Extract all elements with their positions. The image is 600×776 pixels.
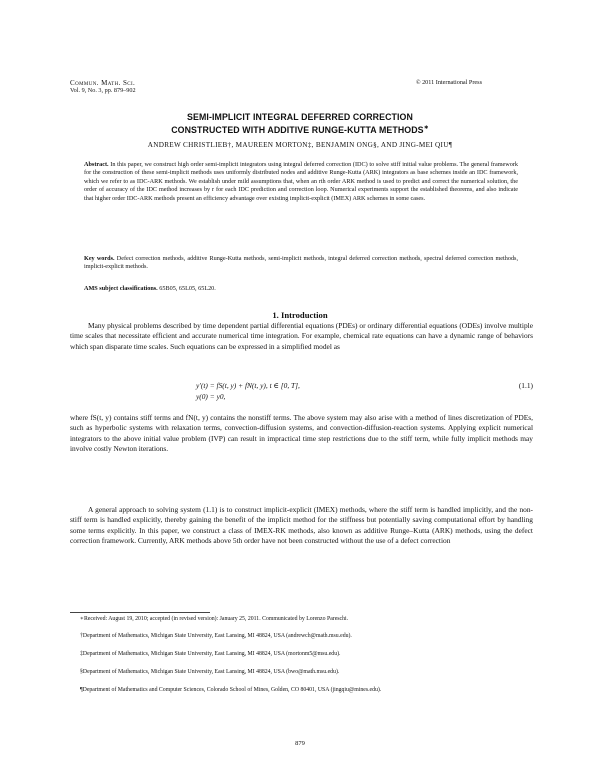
section-heading: 1. Introduction [272,310,328,320]
footnote-ong: §Department of Mathematics, Michigan State University, East Lansing, MI 48824, USA (bwo@math.msu.edu). [80,669,340,675]
footnote-divider [70,612,210,613]
journal-name: Commun. Math. Sci. [70,79,136,87]
intro-paragraph-3: A general approach to solving system (1.1) is to construct implicit-explicit (IMEX) methods, where the stiff term is handled implicitly, and the non-stiff term is handled explicitly, thereby gaining the benefit of the implicit method for the stiffness but potentially saving computational effort by handling some terms explicitly. In this paper, we construct a class of IMEX-RK methods, also known as additive Runge–Kutta (ARK) methods, using the defect correction framework. Currently, ARK methods above 5th order have not been constructed without the use of a defect correction [70,505,533,545]
footnote-qiu: ¶Department of Mathematics and Computer Sciences, Colorado School of Mines, Golden, CO 80401, USA (jingqiu@mines.edu). [80,687,382,693]
journal-header [70,79,136,95]
paper-title [70,112,530,136]
ams-text: 65B05, 65L05, 65L20. [159,285,216,292]
ams-label: AMS subject classifications. [84,285,158,292]
equation-number: (1.1) [518,381,533,390]
abstract-text: In this paper, we construct high order semi-implicit integrators using integral deferred correction (IDC) to solve stiff initial value problems. The general framework for the construction of these semi-implicit methods uses uniformly distributed nodes and additive Runge-Kutta (ARK) integrators as base schemes inside an IDC framework, which we refer to as IDC-ARK methods. We establish under mild assumptions that, when an rth order ARK method is used to predict and correct the numerical solution, the order of accuracy of the IDC method increases by r for each IDC prediction and correction loop. Numerical experiments support the established theorems, and also indicate that higher order IDC-ARK methods present an efficiency advantage over existing implicit-explicit (IMEX) ARK schemes in some cases. [84,161,518,202]
keywords-label: Key words. [84,255,115,262]
equation-line-2: y(0) = y0, [196,391,226,401]
title-line-2: CONSTRUCTED WITH ADDITIVE RUNGE-KUTTA METHODS [171,124,424,135]
footnote-morton: ‡Department of Mathematics, Michigan State University, East Lansing, MI 48824, USA (mortonm5@msu.edu). [80,651,341,657]
ams-classification [84,285,518,292]
equation-line-1: y′(t) = fS(t, y) + fN(t, y), t ∈ [0, T], [196,381,300,390]
footnote-christlieb: †Department of Mathematics, Michigan State University, East Lansing, MI 48824, USA (andrewch@math.msu.edu). [80,633,352,639]
page-number: 879 [295,740,305,747]
keywords-text: Defect correction methods, additive Runge-Kutta methods, semi-implicit methods, integral deferred correction methods, spectral deferred correction methods, implicit-explicit methods. [84,255,519,271]
title-line-1: SEMI-IMPLICIT INTEGRAL DEFERRED CORRECTION [187,112,413,122]
footnote-received: ∗Received: August 19, 2010; accepted (in revised version): January 25, 2011. Communicated by Lorenzo Pareschi. [80,616,349,622]
author-list: ANDREW CHRISTLIEB†, MAUREEN MORTON‡, BENJAMIN ONG§, AND JING-MEI QIU¶ [147,141,453,149]
equation-1-1 [196,381,300,402]
intro-paragraph-2: where fS(t, y) contains stiff terms and fN(t, y) contains the nonstiff terms. The above system may also arise with a method of lines discretization of PDEs, such as hyperbolic systems with relaxation terms, convection-diffusion systems, and convection-diffusion-reaction systems. Applying explicit numerical integrators to the above initial value problem (IVP) can result in impractical time step restrictions due to the stiff term, while fully implicit methods may involve costly Newton iterations. [70,413,533,453]
abstract-label: Abstract. [84,161,109,168]
title-footnote-mark: ∗ [423,125,429,131]
copyright-notice: © 2011 International Press [415,79,482,86]
intro-paragraph-1: Many physical problems described by time dependent partial differential equations (PDEs) or ordinary differential equations (ODEs) involve multiple time scales that necessitate efficient and accurate numerical time integration. For example, chemical rate equations can have a dynamic range of behaviors which span disparate time scales. Such equations can be expressed in a simplified model as [70,321,533,351]
journal-volume: Vol. 9, No. 3, pp. 879–902 [70,87,136,94]
keywords [84,255,518,272]
abstract [84,161,518,203]
